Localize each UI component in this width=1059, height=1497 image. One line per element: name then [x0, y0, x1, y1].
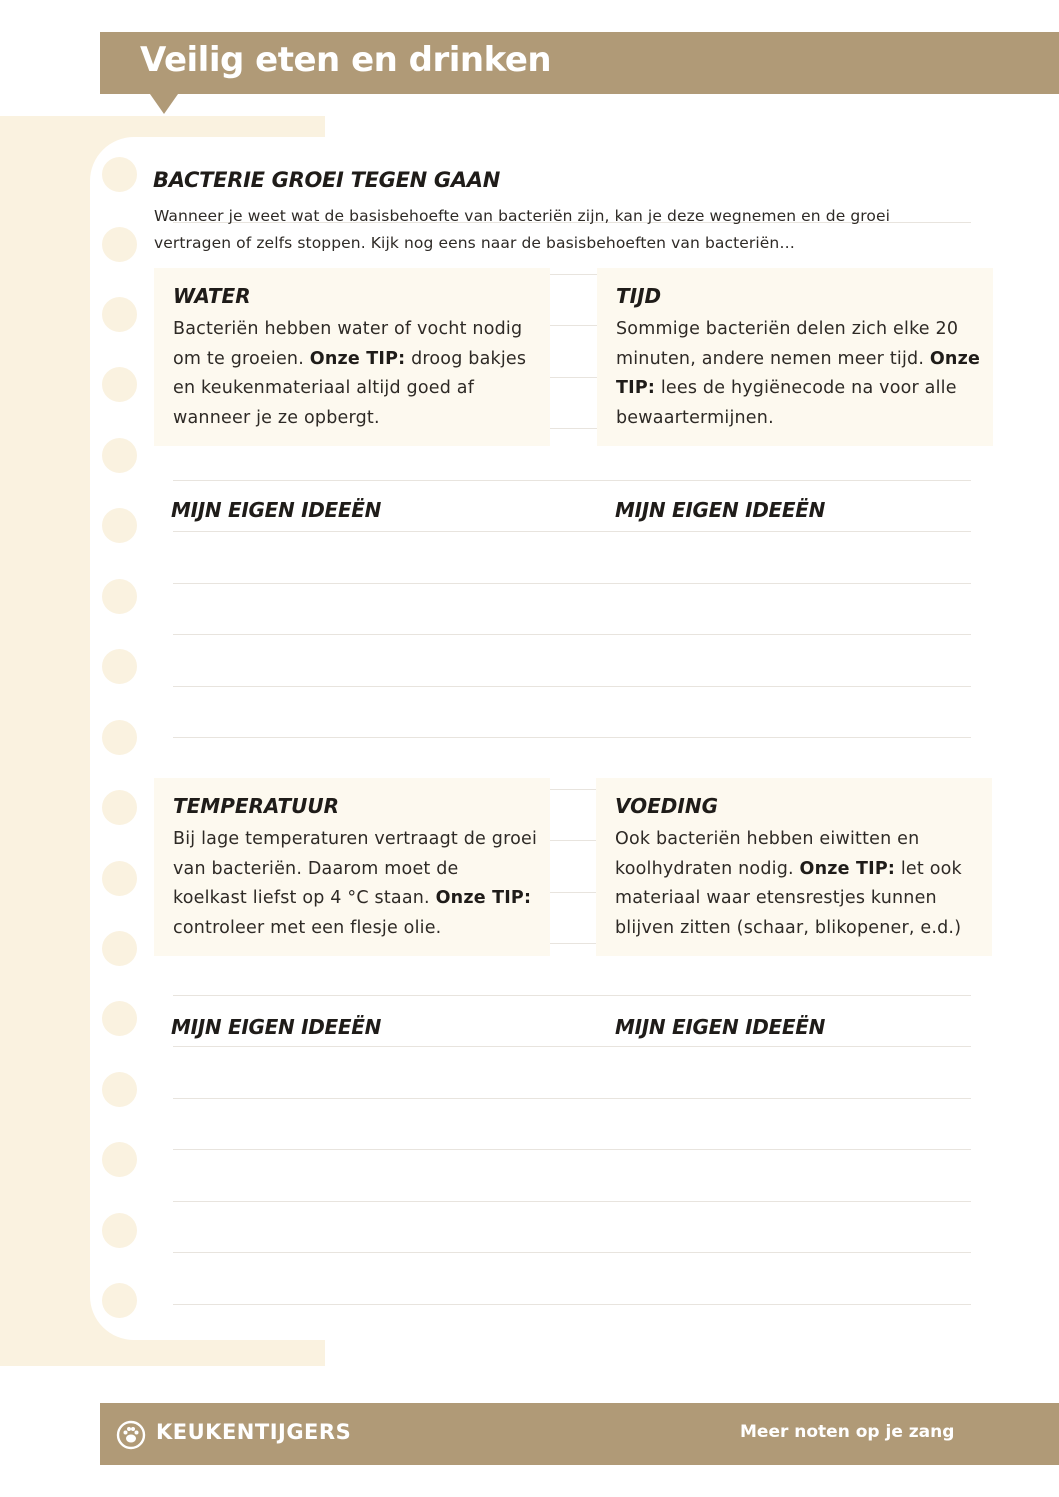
binder-hole [102, 861, 137, 896]
ruled-line [173, 1304, 971, 1305]
tip-label: Onze TIP: [309, 348, 406, 369]
binder-hole [102, 649, 137, 684]
footer-bar [100, 1403, 1059, 1465]
ruled-line [173, 1149, 971, 1150]
binder-hole [102, 297, 137, 332]
card-text-part: controleer met een flesje olie. [173, 917, 442, 938]
ruled-line [173, 634, 971, 635]
footer-tagline: Meer noten op je zang [740, 1422, 955, 1442]
card-temperatuur [154, 778, 550, 956]
card-text-part: Sommige bacteriën delen zich elke 20 minuten, andere nemen meer tijd. [616, 319, 959, 369]
binder-hole [102, 508, 137, 543]
binder-hole [102, 931, 137, 966]
ruled-line [173, 1046, 971, 1047]
card-text [616, 315, 981, 433]
binder-hole [102, 1213, 137, 1248]
header-bar [100, 32, 1059, 94]
header-notch [150, 94, 178, 114]
card-title: TIJD [616, 284, 662, 308]
card-text [173, 315, 538, 433]
binder-hole [102, 1001, 137, 1036]
ruled-line [173, 1201, 971, 1202]
card-title: VOEDING [615, 794, 718, 818]
ideas-label: MIJN EIGEN IDEEËN [171, 1015, 382, 1039]
binder-hole [102, 367, 137, 402]
ruled-line [173, 1098, 971, 1099]
ruled-line [173, 995, 971, 996]
binder-hole [102, 720, 137, 755]
ideas-label: MIJN EIGEN IDEEËN [615, 498, 826, 522]
card-text [173, 825, 538, 943]
card-text-part: droog bakjes en keukenmateriaal altijd goed af wanneer je ze opbergt. [173, 348, 527, 428]
card-voeding [596, 778, 992, 956]
binder-hole [102, 1072, 137, 1107]
ruled-line [173, 531, 971, 532]
tip-label: Onze TIP: [616, 348, 981, 398]
card-title: WATER [173, 284, 251, 308]
ruled-line [173, 1252, 971, 1253]
card-water [154, 268, 550, 446]
card-tijd [597, 268, 993, 446]
ideas-label: MIJN EIGEN IDEEËN [171, 498, 382, 522]
ruled-line [173, 737, 971, 738]
paw-icon [116, 1420, 146, 1450]
page-title: Veilig eten en drinken [140, 40, 552, 80]
ruled-line [173, 686, 971, 687]
intro-text: Wanneer je weet wat de basisbehoefte van bacteriën zijn, kan je deze wegnemen en de groei vertragen of zelfs stoppen. Kijk nog eens naar de basisbehoeften van bacteriën… [154, 207, 891, 252]
binder-hole [102, 1142, 137, 1177]
card-text-part: Bij lage temperaturen vertraagt de groei van bacteriën. Daarom moet de koelkast liefst op 4 °C staan. [173, 829, 538, 908]
card-text [615, 825, 980, 943]
binder-hole [102, 438, 137, 473]
card-text-part: lees de hygiënecode na voor alle bewaartermijnen. [616, 378, 957, 428]
binder-hole [102, 1283, 137, 1318]
brand-name: KEUKENTIJGERS [156, 1420, 352, 1444]
section-heading: BACTERIE GROEI TEGEN GAAN [153, 168, 501, 192]
card-text-part: let ook materiaal waar etensrestjes kunnen blijven zitten (schaar, blikopener, e.d.) [615, 858, 962, 938]
binder-hole [102, 790, 137, 825]
binder-hole [102, 227, 137, 262]
ruled-line [173, 480, 971, 481]
card-title: TEMPERATUUR [173, 794, 340, 818]
tip-label: Onze TIP: [435, 888, 532, 908]
card-text-part: Ook bacteriën hebben eiwitten en koolhydraten nodig. [615, 829, 920, 879]
card-text-part: Bacteriën hebben water of vocht nodig om te groeien. [173, 319, 523, 369]
ideas-label: MIJN EIGEN IDEEËN [615, 1015, 826, 1039]
binder-hole [102, 157, 137, 192]
ruled-line [173, 583, 971, 584]
tip-label: Onze TIP: [799, 858, 896, 879]
binder-hole [102, 579, 137, 614]
